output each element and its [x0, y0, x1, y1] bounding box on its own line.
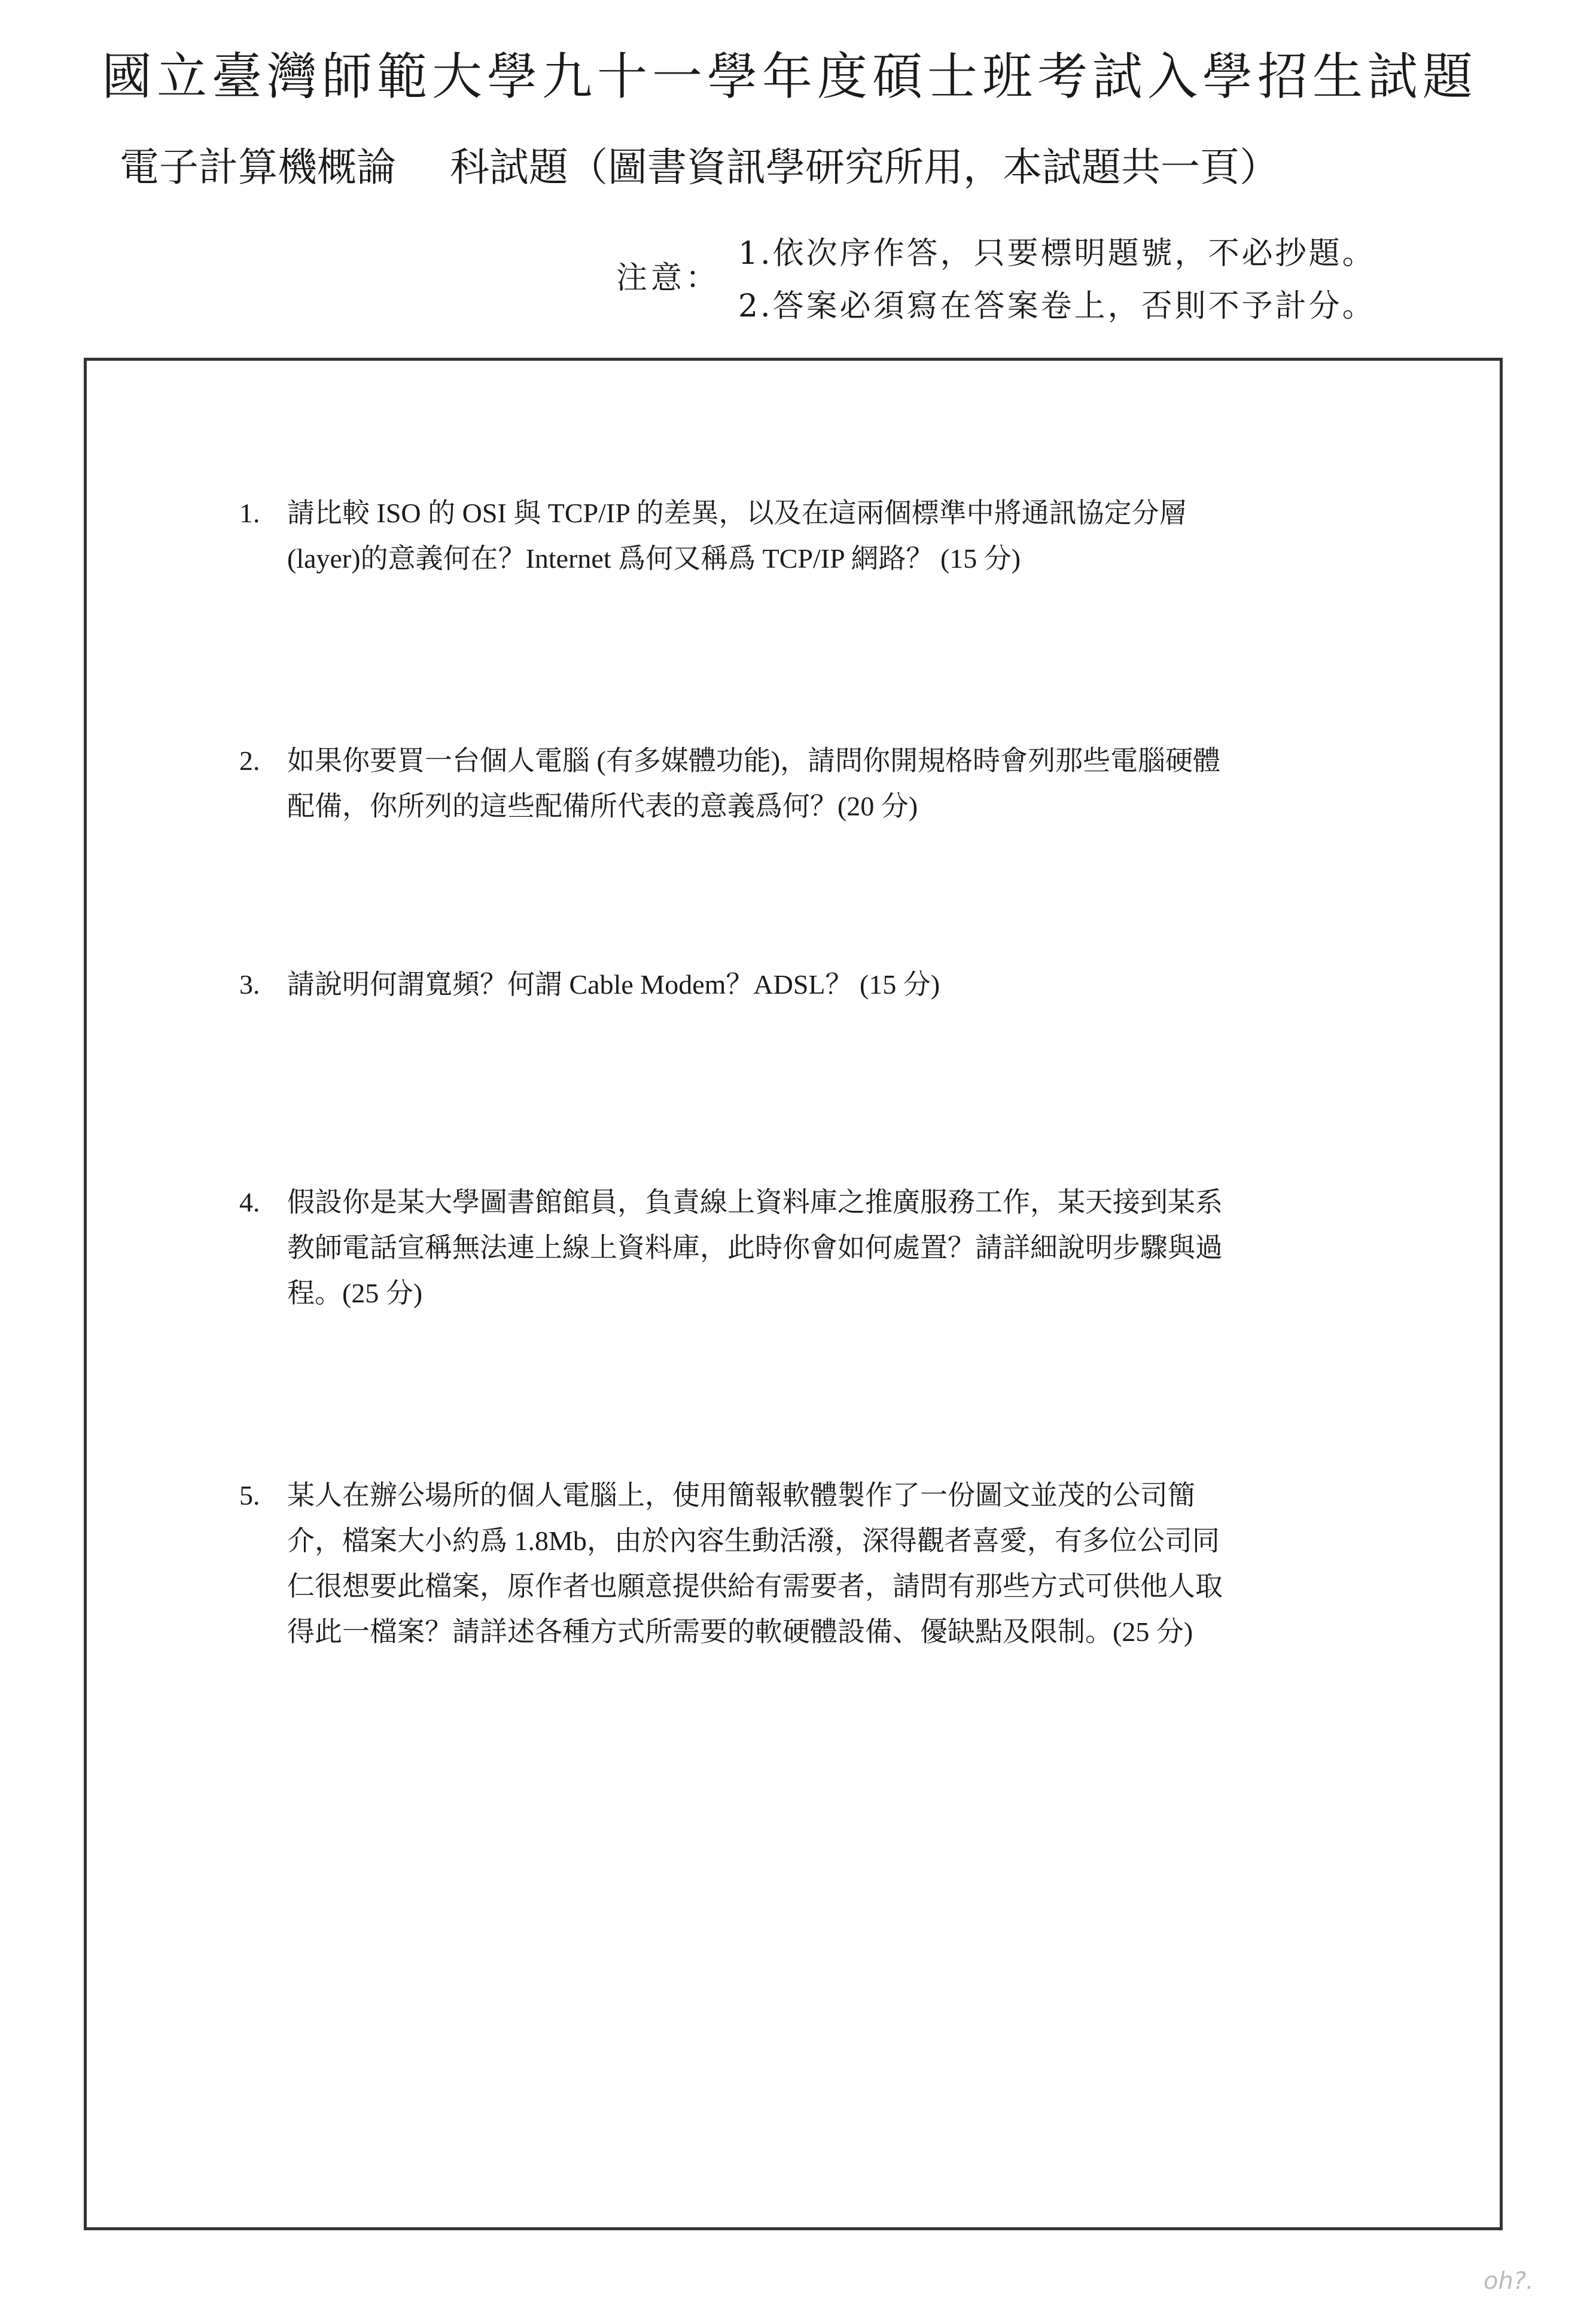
notice-item: 2.答案必須寫在答案卷上，否則不予計分。 — [738, 288, 1376, 324]
question-number: 5. — [239, 1480, 260, 1511]
exam-title: 國立臺灣師範大學九十一學年度碩士班考試入學招生試題 — [102, 47, 1478, 106]
question-number: 1. — [239, 498, 260, 528]
notice-block — [616, 227, 1376, 333]
question-4 — [239, 1180, 1316, 1316]
notice-items — [738, 227, 1376, 333]
corner-handwritten-mark: oh?. — [1484, 2267, 1534, 2295]
question-text: 假設你是某大學圖書館館員，負責線上資料庫之推廣服務工作，某天接到某系 教師電話宣稱無法連上線上資料庫，此時你會如何處置？請詳細說明步驟與過 程。(25 分) — [287, 1187, 1223, 1308]
question-number: 3. — [239, 969, 260, 1000]
question-text: 某人在辦公場所的個人電腦上，使用簡報軟體製作了一份圖文並茂的公司簡 介，檔案大小約爲 1.8Mb，由於內容生動活潑，深得觀者喜愛，有多位公司同 仁很想要此檔案，原作者也願意提供給有需要者，請問有那些方式可供他人取 得此一檔案？請詳述各種方式所需要的軟硬體設備、優缺點及限制。(25 分) — [287, 1480, 1223, 1647]
question-5 — [239, 1473, 1316, 1655]
question-number: 2. — [239, 745, 260, 776]
question-text: 如果你要買一台個人電腦 (有多媒體功能)，請問你開規格時會列那些電腦硬體 配備，你所列的這些配備所代表的意義爲何？(20 分) — [287, 745, 1221, 821]
subject-name: 電子計算機概論 — [120, 144, 396, 190]
question-1 — [239, 491, 1316, 581]
subtitle-rest: 科試題（圖書資訊學研究所用，本試題共一頁） — [450, 144, 1279, 190]
question-list — [239, 491, 1316, 1655]
notice-label: 注意： — [616, 260, 721, 296]
question-3 — [239, 962, 1316, 1007]
question-number: 4. — [239, 1187, 260, 1217]
question-text: 請比較 ISO 的 OSI 與 TCP/IP 的差異，以及在這兩個標準中將通訊協定分層 (layer)的意義何在？Internet 爲何又稱爲 TCP/IP 網路？ (15 分) — [287, 498, 1187, 574]
exam-subtitle — [120, 144, 1279, 191]
question-2 — [239, 738, 1316, 829]
question-text: 請說明何謂寬頻？何謂 Cable Modem？ADSL？ (15 分) — [287, 969, 940, 1000]
notice-item: 1.依次序作答，只要標明題號，不必抄題。 — [738, 236, 1376, 272]
